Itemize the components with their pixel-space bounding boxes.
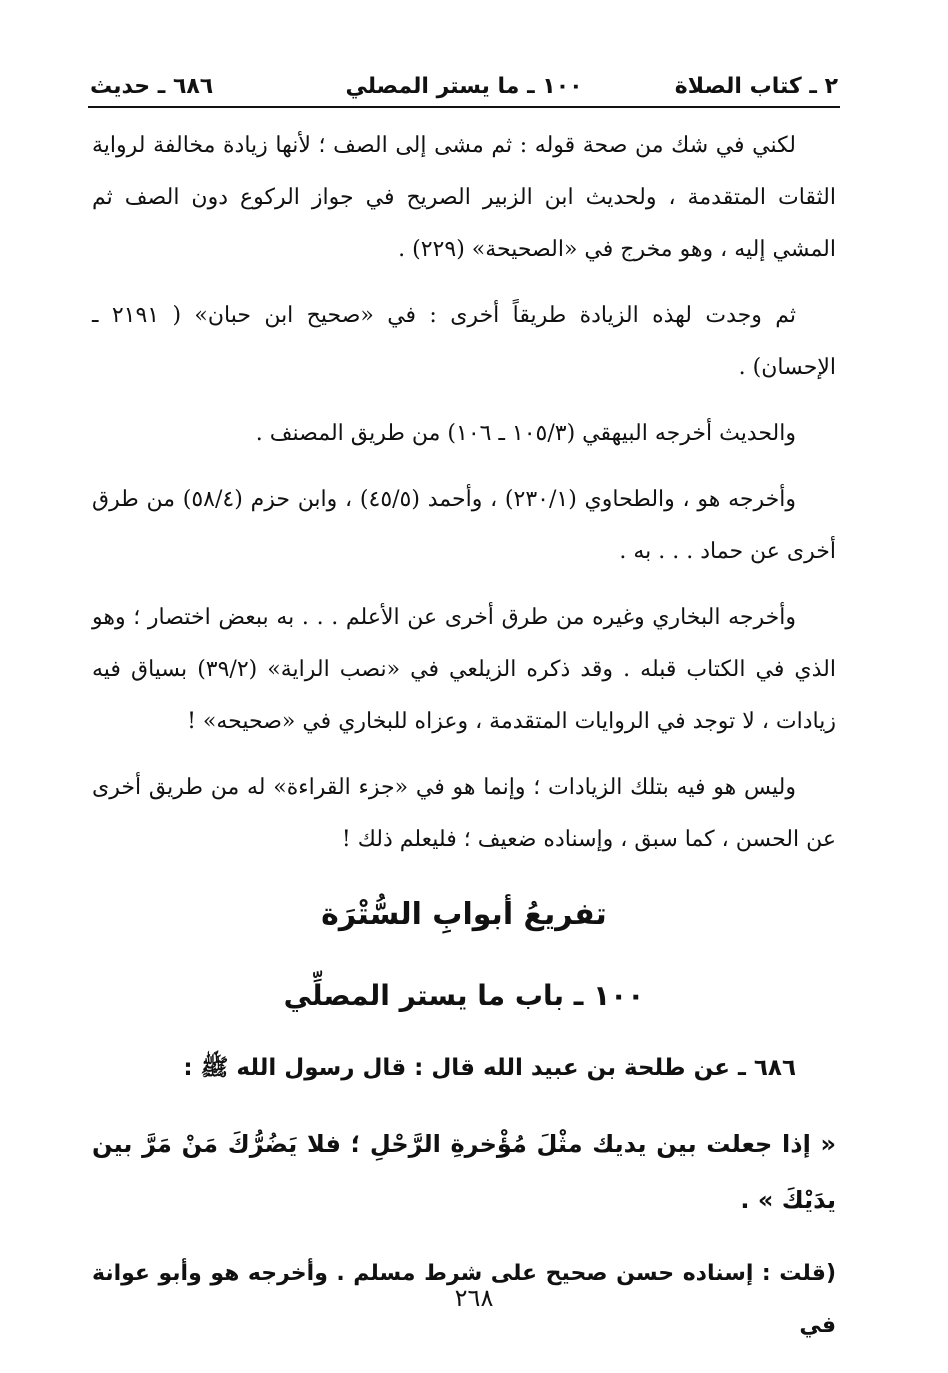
commentary-paragraph: وأخرجه البخاري وغيره من طرق أخرى عن الأعلم . . . به ببعض اختصار ؛ وهو الذي في الكتاب قبله . وقد ذكره الزيلعي في «نصب الراية» (٣٩/٢) بسياق فيه زيادات ، لا توجد في الروايات المتقدمة ، وعزاه للبخاري في «صحيحه» ! bbox=[92, 605, 836, 734]
running-header bbox=[90, 62, 838, 102]
commentary-paragraph: لكني في شك من صحة قوله : ثم مشى إلى الصف ؛ لأنها زيادة مخالفة لرواية الثقات المتقدمة ، ولحديث ابن الزبير الصريح في جواز الركوع دون الصف ثم المشي إليه ، وهو مخرج في «الصحيحة» (٢٢٩) . bbox=[92, 133, 836, 262]
header-divider bbox=[88, 106, 840, 108]
hadith-intro: ٦٨٦ ـ عن طلحة بن عبيد الله قال : قال رسول الله ﷺ : bbox=[183, 1055, 796, 1081]
header-hadith-number: ٦٨٦ ـ حديث bbox=[90, 74, 214, 99]
commentary-paragraph: ثم وجدت لهذه الزيادة طريقاً أخرى : في «صحيح ابن حبان» ( ٢١٩١ ـ الإحسان) . bbox=[92, 303, 836, 380]
section-heading: تفريعُ أبوابِ السُّتْرَة bbox=[321, 897, 607, 932]
page-body bbox=[92, 120, 836, 1352]
header-book-title: ٢ ـ كتاب الصلاة bbox=[674, 74, 838, 99]
page-number: ٢٦٨ bbox=[454, 1284, 494, 1312]
commentary-paragraph: وليس هو فيه بتلك الزيادات ؛ وإنما هو في «جزء القراءة» له من طريق أخرى عن الحسن ، كما سبق ، وإسناده ضعيف ؛ فليعلم ذلك ! bbox=[92, 775, 836, 852]
header-chapter-title: ١٠٠ ـ ما يستر المصلي bbox=[345, 74, 583, 99]
commentary-paragraph: وأخرجه هو ، والطحاوي (٢٣٠/١) ، وأحمد (٤٥/٥) ، وابن حزم (٥٨/٤) من طرق أخرى عن حماد . . . به . bbox=[92, 487, 836, 564]
commentary-paragraph: والحديث أخرجه البيهقي (١٠٥/٣ ـ ١٠٦) من طريق المصنف . bbox=[255, 421, 796, 446]
hadith-text: « إذا جعلت بين يديك مثْلَ مُؤْخرةِ الرَّحْلِ ؛ فلا يَضُرُّكَ مَنْ مَرَّ بين يدَيْكَ » . bbox=[92, 1130, 836, 1214]
author-note: (قلت : إسناده حسن صحيح على شرط مسلم . وأخرجه هو وأبو عوانة في bbox=[92, 1261, 836, 1338]
chapter-heading: ١٠٠ ـ باب ما يستر المصلِّي bbox=[283, 979, 645, 1012]
